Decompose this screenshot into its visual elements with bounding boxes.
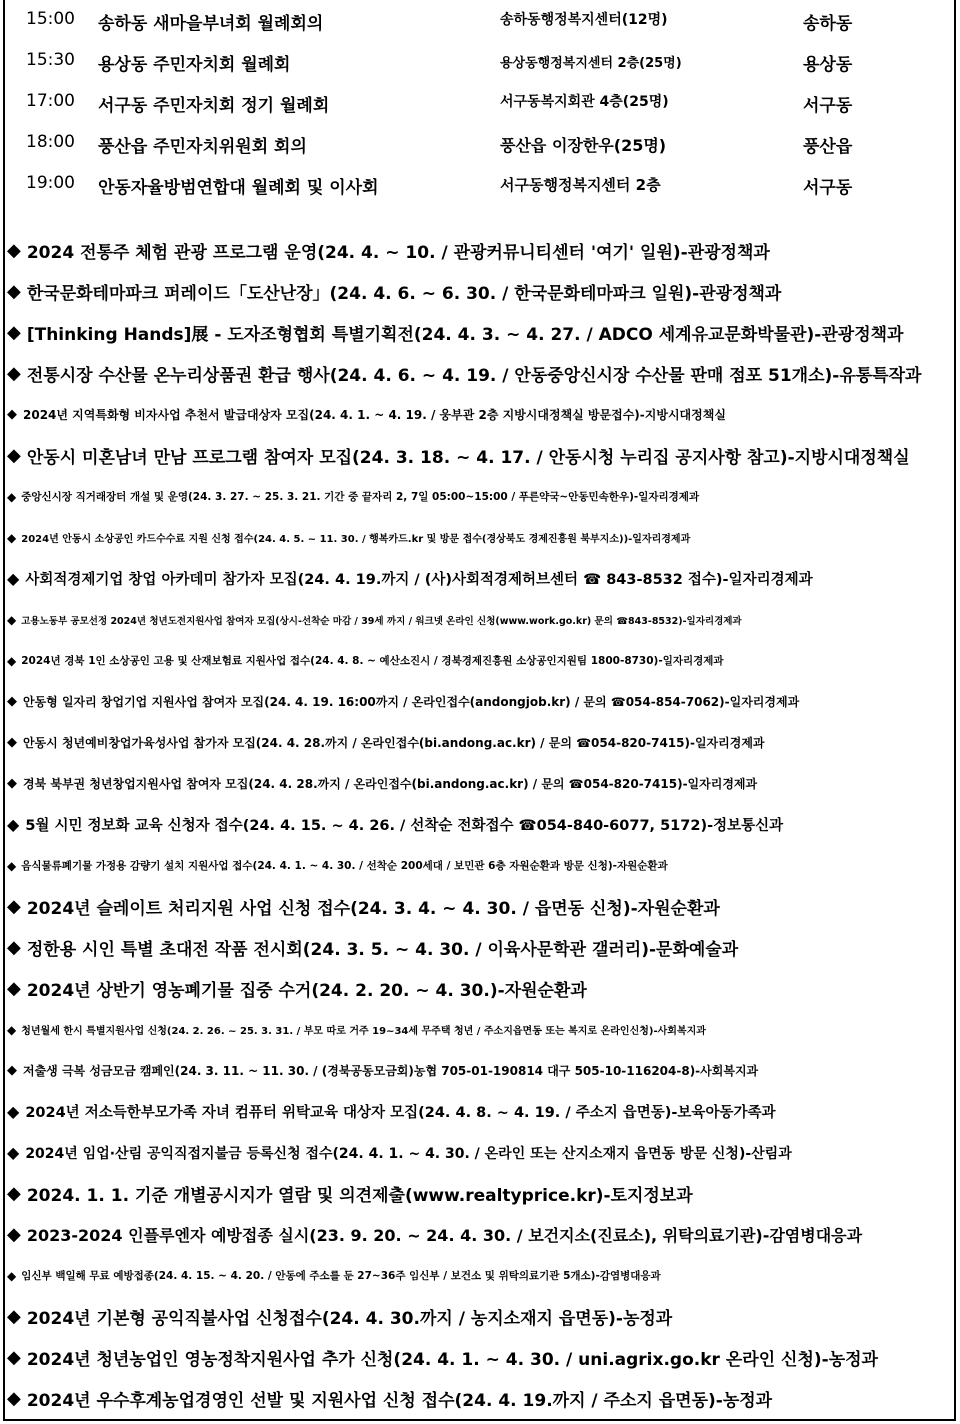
diamond-bullet-icon: ◆ (7, 1306, 21, 1327)
schedule-event: 용상동 주민자치회 월례회 (98, 55, 291, 75)
notice-text: 임신부 백일해 무료 예방접종(24. 4. 15. ~ 4. 20. / 안동에 주소를 둔 27~36주 임신부 / 보건소 및 위탁의료기관 5개소)-감염병대응과 (21, 1270, 661, 1282)
schedule-row (0, 82, 960, 123)
notice-text: 2024년 안동시 소상공인 카드수수료 지원 신청 접수(24. 4. 5. ~ 11. 30. / 행복카드.kr 및 방문 접수(경상북도 경제진흥원 북부지소))-일자리경제과 (21, 534, 691, 545)
notice-item (7, 681, 952, 722)
diamond-bullet-icon: ◆ (7, 530, 17, 545)
notice-text: 중앙신시장 직거래장터 개설 및 운영(24. 3. 27. ~ 25. 3. 21. 기간 중 끝자리 2, 7일 05:00~15:00 / 푸른약국~안동민속한우)-일자리경제과 (21, 491, 700, 503)
notice-item (7, 1091, 952, 1132)
notice-item (7, 1173, 952, 1214)
notice-text: 2024 전통주 체험 관광 프로그램 운영(24. 4. ~ 10. / 관광커뮤니티센터 '여기' 일원)-관광정책과 (26, 243, 770, 263)
notice-item (7, 1132, 952, 1173)
schedule-time: 15:00 (26, 9, 75, 29)
schedule-event: 안동자율방범연합대 월례회 및 이사회 (98, 178, 379, 198)
notice-item (7, 927, 952, 968)
notice-text: 2024년 기본형 공익직불사업 신청접수(24. 4. 30.까지 / 농지소재지 읍면동)-농정과 (26, 1309, 673, 1329)
diamond-bullet-icon: ◆ (7, 776, 17, 791)
diamond-bullet-icon: ◆ (7, 1022, 17, 1037)
diamond-bullet-icon: ◆ (7, 1224, 21, 1245)
notice-item (7, 1296, 952, 1337)
notice-item (7, 353, 952, 394)
notice-text: 5월 시민 정보화 교육 신청자 접수(24. 4. 15. ~ 4. 26. / 선착순 전화접수 ☎054-840-6077, 5172)-정보통신과 (25, 818, 784, 834)
schedule-row (0, 0, 960, 41)
notice-item (7, 230, 952, 271)
diamond-bullet-icon: ◆ (7, 1183, 21, 1204)
diamond-bullet-icon: ◆ (7, 612, 17, 627)
notice-text: 저출생 극복 성금모금 캠페인(24. 3. 11. ~ 11. 30. / (경북공동모금회)농협 705-01-190814 대구 505-10-116204-8)-사회복지과 (23, 1064, 759, 1078)
schedule-place: 풍산읍 이장한우(25명) (500, 136, 667, 155)
diamond-bullet-icon: ◆ (7, 1063, 17, 1078)
notice-item (7, 763, 952, 804)
notice-text: 2024. 1. 1. 기준 개별공시지가 열람 및 의견제출(www.realtyprice.kr)-토지정보과 (26, 1186, 693, 1206)
diamond-bullet-icon: ◆ (7, 937, 21, 958)
notice-item (7, 271, 952, 312)
schedule-time: 19:00 (26, 173, 75, 193)
diamond-bullet-icon: ◆ (7, 240, 21, 261)
notice-item (7, 517, 952, 558)
notice-text: 2024년 상반기 영농폐기물 집중 수거(24. 2. 20. ~ 4. 30.)-자원순환과 (26, 981, 587, 1001)
diamond-bullet-icon: ◆ (7, 322, 21, 343)
schedule-row (0, 164, 960, 205)
notice-text: 안동형 일자리 창업기업 지원사업 참여자 모집(24. 4. 19. 16:00까지 / 온라인접수(andongjob.kr) / 문의 ☎054-854-7062)-일자리경제과 (23, 695, 800, 709)
diamond-bullet-icon: ◆ (7, 1388, 21, 1409)
notice-text: 2024년 우수후계농업경영인 선발 및 지원사업 신청 접수(24. 4. 19.까지 / 주소지 읍면동)-농정과 (26, 1391, 773, 1411)
diamond-bullet-icon: ◆ (7, 815, 20, 834)
diamond-bullet-icon: ◆ (7, 1268, 17, 1283)
notice-item (7, 558, 952, 599)
notice-item (7, 1214, 952, 1255)
schedule-dong: 송하동 (803, 14, 853, 34)
schedule-row (0, 123, 960, 164)
notice-item (7, 1337, 952, 1378)
diamond-bullet-icon: ◆ (7, 1347, 21, 1368)
notice-text: 고용노동부 공모선정 2024년 청년도전지원사업 참여자 모집(상시-선착순 마감 / 39세 까지 / 워크넷 온라인 신청(www.work.go.kr) 문의 ☎843-8532)-일자리경제과 (21, 615, 742, 627)
schedule-dong: 용상동 (803, 55, 853, 75)
diamond-bullet-icon: ◆ (7, 653, 17, 668)
diamond-bullet-icon: ◆ (7, 489, 17, 504)
notice-text: 2024년 지역특화형 비자사업 추천서 발급대상자 모집(24. 4. 1. ~ 4. 19. / 웅부관 2층 지방시대정책실 방문접수)-지방시대정책실 (23, 408, 726, 422)
notice-item (7, 435, 952, 476)
notice-text: 2024년 임업·산림 공익직접지불금 등록신청 접수(24. 4. 1. ~ 4. 30. / 온라인 또는 산지소재지 읍면동 방문 신청)-산림과 (25, 1145, 792, 1162)
notice-item (7, 1378, 952, 1419)
notice-text: 경북 북부권 청년창업지원사업 참여자 모집(24. 4. 28.까지 / 온라인접수(bi.andong.ac.kr) / 문의 ☎054-820-7415)-일자리경제과 (23, 777, 758, 791)
diamond-bullet-icon: ◆ (7, 281, 21, 302)
notice-text: 2024년 청년농업인 영농정착지원사업 추가 신청(24. 4. 1. ~ 4. 30. / uni.agrix.go.kr 온라인 신청)-농정과 (26, 1350, 878, 1370)
notice-item (7, 968, 952, 1009)
notice-item (7, 845, 952, 886)
schedule-row (0, 41, 960, 82)
diamond-bullet-icon: ◆ (7, 407, 17, 422)
notice-item (7, 1255, 952, 1296)
diamond-bullet-icon: ◆ (7, 858, 17, 873)
schedule-event: 송하동 새마을부녀회 월례회의 (98, 14, 324, 34)
notice-text: [Thinking Hands]展 - 도자조형협회 특별기획전(24. 4. 3. ~ 4. 27. / ADCO 세계유교문화박물관)-관광정책과 (26, 325, 904, 345)
notice-item (7, 722, 952, 763)
notice-text: 안동시 미혼남녀 만남 프로그램 참여자 모집(24. 3. 18. ~ 4. 17. / 안동시청 누리집 공지사항 참고)-지방시대정책실 (26, 448, 910, 468)
notice-text: 2024년 슬레이트 처리지원 사업 신청 접수(24. 3. 4. ~ 4. 30. / 읍면동 신청)-자원순환과 (26, 899, 720, 919)
notice-item (7, 394, 952, 435)
notice-text: 한국문화테마파크 퍼레이드「도산난장」(24. 4. 6. ~ 6. 30. / 한국문화테마파크 일원)-관광정책과 (26, 284, 782, 304)
schedule-event: 풍산읍 주민자치위원회 회의 (98, 137, 307, 157)
schedule-place: 서구동행정복지센터 2층 (500, 176, 661, 194)
notice-text: 사회적경제기업 창업 아카데미 참가자 모집(24. 4. 19.까지 / (사)사회적경제허브센터 ☎ 843-8532 접수)-일자리경제과 (25, 572, 813, 588)
schedule-place: 용상동행정복지센터 2층(25명) (500, 56, 682, 71)
diamond-bullet-icon: ◆ (7, 1143, 20, 1162)
diamond-bullet-icon: ◆ (7, 694, 17, 709)
notice-item (7, 476, 952, 517)
notice-item (7, 1009, 952, 1050)
schedule-place: 송하동행정복지센터(12명) (500, 12, 668, 28)
diamond-bullet-icon: ◆ (7, 1102, 20, 1121)
notice-text: 안동시 청년예비창업가육성사업 참가자 모집(24. 4. 28.까지 / 온라인접수(bi.andong.ac.kr) / 문의 ☎054-820-7415)-일자리경제과 (23, 736, 765, 750)
diamond-bullet-icon: ◆ (7, 569, 20, 588)
notice-text: 음식물류폐기물 가정용 감량기 설치 지원사업 접수(24. 4. 1. ~ 4. 30. / 선착순 200세대 / 보민관 6층 자원순환과 방문 신청)-자원순환과 (21, 860, 668, 872)
schedule-dong: 서구동 (803, 178, 853, 198)
notice-item (7, 312, 952, 353)
notice-text: 2024년 경북 1인 소상공인 고용 및 산재보험료 지원사업 접수(24. 4. 8. ~ 예산소진시 / 경북경제진흥원 소상공인지원팀 1800-8730)-일자리경제과 (21, 655, 724, 667)
diamond-bullet-icon: ◆ (7, 363, 21, 384)
diamond-bullet-icon: ◆ (7, 978, 21, 999)
schedule-time: 18:00 (26, 132, 75, 152)
diamond-bullet-icon: ◆ (7, 735, 17, 750)
notice-text: 2024년 저소득한부모가족 자녀 컴퓨터 위탁교육 대상자 모집(24. 4. 8. ~ 4. 19. / 주소지 읍면동)-보육아동가족과 (25, 1105, 776, 1121)
notice-text: 2023-2024 인플루엔자 예방접종 실시(23. 9. 20. ~ 24. 4. 30. / 보건지소(진료소), 위탁의료기관)-감염병대응과 (26, 1226, 863, 1245)
schedule-dong: 풍산읍 (803, 137, 853, 157)
notice-item (7, 640, 952, 681)
diamond-bullet-icon: ◆ (7, 445, 21, 466)
notice-text: 전통시장 수산물 온누리상품권 환급 행사(24. 4. 6. ~ 4. 19. / 안동중앙신시장 수산물 판매 점포 51개소)-유통특작과 (26, 366, 922, 386)
notice-text: 청년월세 한시 특별지원사업 신청(24. 2. 26. ~ 25. 3. 31. / 부모 따로 거주 19~34세 무주택 청년 / 주소지읍면동 또는 복지로 온라인신청)-사회복지과 (21, 1026, 706, 1037)
schedule-time: 15:30 (26, 50, 75, 70)
schedule-place: 서구동복지회관 4층(25명) (500, 94, 669, 110)
schedule-time: 17:00 (26, 91, 75, 111)
notice-text: 정한용 시인 특별 초대전 작품 전시회(24. 3. 5. ~ 4. 30. / 이육사문학관 갤러리)-문화예술과 (26, 940, 739, 960)
diamond-bullet-icon: ◆ (7, 896, 21, 917)
notice-item (7, 1050, 952, 1091)
schedule-dong: 서구동 (803, 96, 853, 116)
notice-item (7, 599, 952, 640)
notice-item (7, 886, 952, 927)
notice-item (7, 804, 952, 845)
schedule-event: 서구동 주민자치회 정기 월례회 (98, 96, 330, 116)
